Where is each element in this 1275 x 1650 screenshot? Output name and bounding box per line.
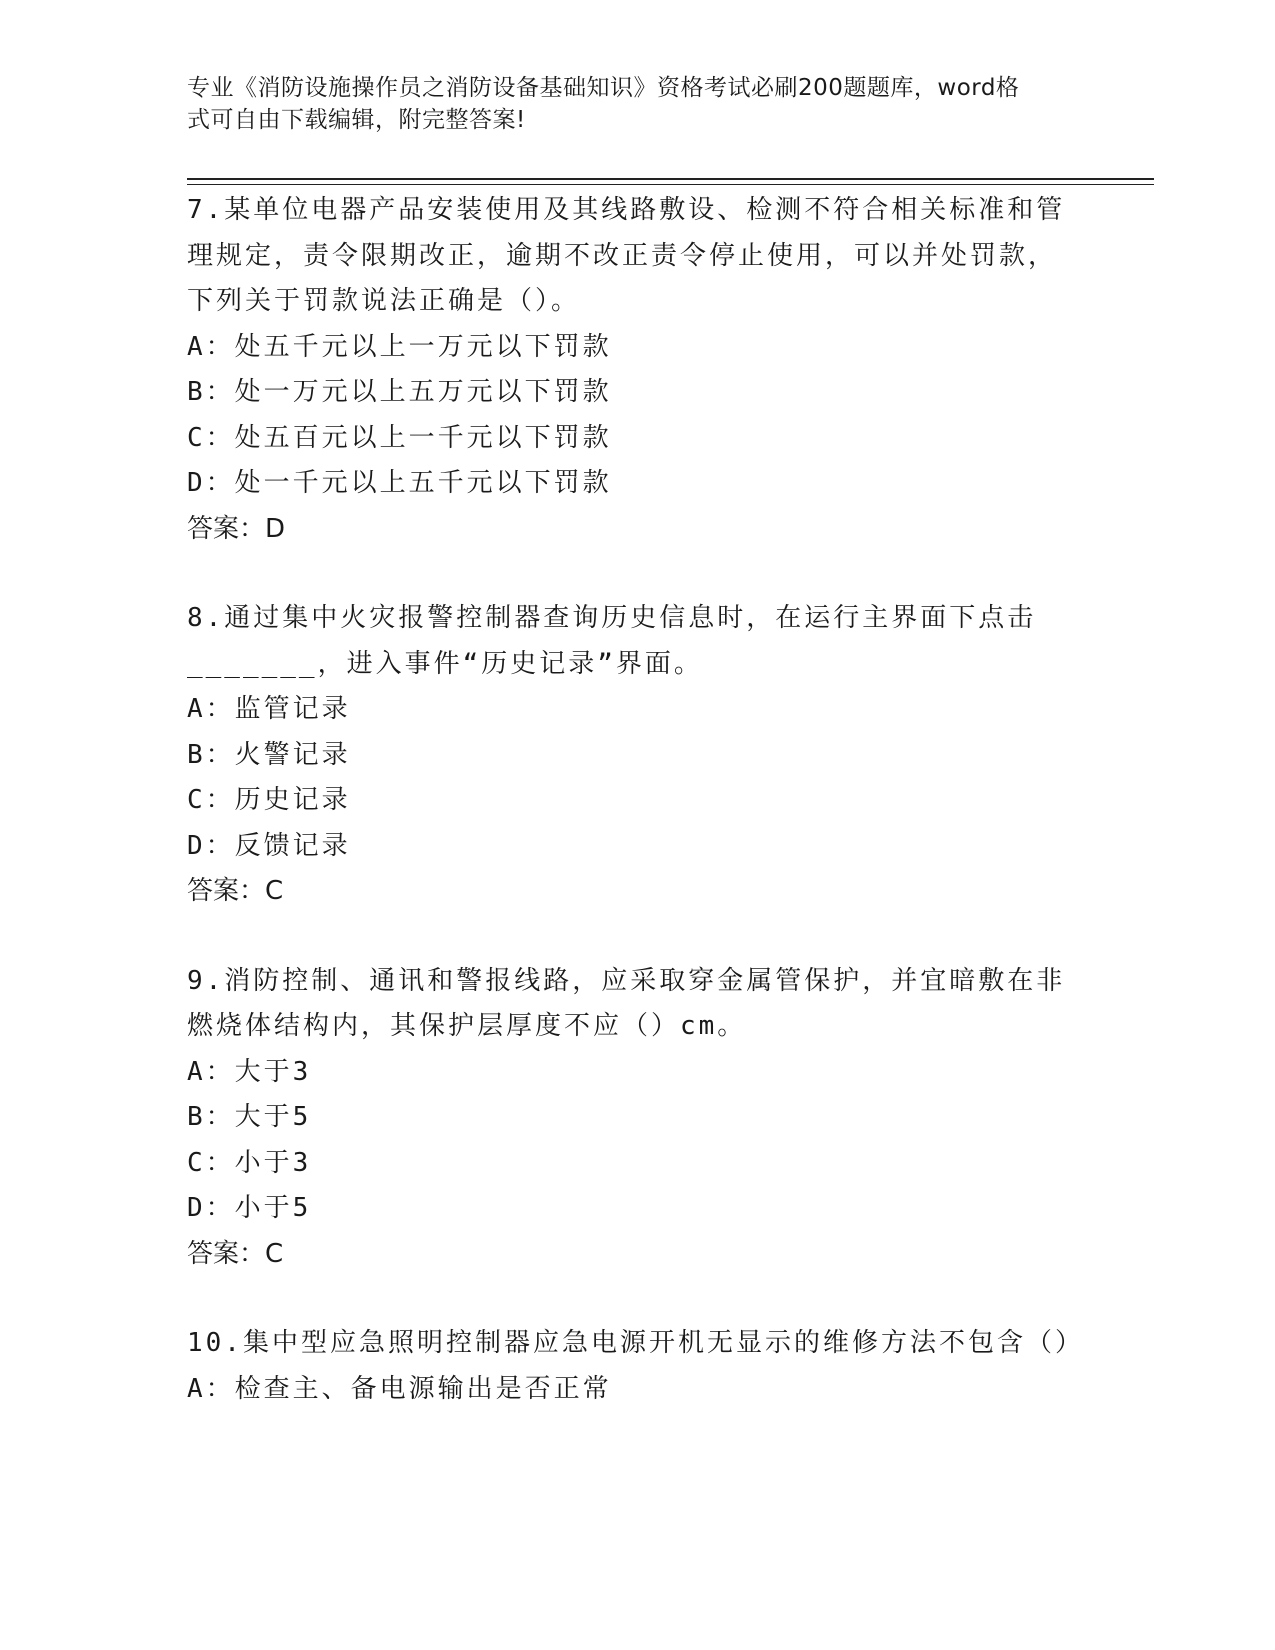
question-9 — [187, 959, 1087, 1278]
option-d: D：反馈记录 — [187, 830, 351, 861]
question-stem-line: 9.消防控制、通讯和警报线路，应采取穿金属管保护，并宜暗敷在非 — [187, 965, 1066, 996]
header-divider — [187, 178, 1154, 185]
question-8 — [187, 596, 1087, 915]
question-7 — [187, 188, 1087, 552]
option-c: C：历史记录 — [187, 785, 351, 815]
question-stem-line: 理规定，责令限期改正，逾期不改正责令停止使用，可以并处罚款， — [187, 240, 1058, 271]
question-stem-line: 10.集中型应急照明控制器应急电源开机无显示的维修方法不包含（） — [187, 1328, 1084, 1358]
question-stem-line: 燃烧体结构内，其保护层厚度不应（）cm。 — [187, 1011, 747, 1041]
option-a: A：大于3 — [187, 1056, 312, 1087]
option-b: B：火警记录 — [187, 739, 351, 770]
question-list — [187, 188, 1087, 1456]
option-a: A：监管记录 — [187, 694, 351, 724]
answer: 答案：D — [187, 513, 286, 544]
question-stem-line: 8.通过集中火灾报警控制器查询历史信息时，在运行主界面下点击 — [187, 603, 1037, 633]
document-header — [187, 72, 1067, 136]
option-b: B：大于5 — [187, 1102, 312, 1132]
option-b: B：处一万元以上五万元以下罚款 — [187, 377, 612, 407]
header-line-2: 式可自由下载编辑，附完整答案! — [187, 107, 526, 133]
question-stem-line: 7.某单位电器产品安装使用及其线路敷设、检测不符合相关标准和管 — [187, 195, 1066, 225]
option-c: C：处五百元以上一千元以下罚款 — [187, 422, 612, 453]
option-a: A：检查主、备电源输出是否正常 — [187, 1373, 612, 1404]
option-a: A：处五千元以上一万元以下罚款 — [187, 331, 612, 362]
answer: 答案：C — [187, 1238, 284, 1269]
option-c: C：小于3 — [187, 1147, 312, 1178]
option-d: D：处一千元以上五千元以下罚款 — [187, 468, 612, 498]
question-stem-line: _______，进入事件“历史记录”界面。 — [187, 648, 703, 679]
option-d: D：小于5 — [187, 1193, 312, 1223]
question-stem-line: 下列关于罚款说法正确是（）。 — [187, 286, 581, 316]
question-10 — [187, 1321, 1087, 1412]
header-line-1: 专业《消防设施操作员之消防设备基础知识》资格考试必刷200题题库，word格 — [187, 75, 1020, 101]
answer: 答案：C — [187, 876, 284, 906]
